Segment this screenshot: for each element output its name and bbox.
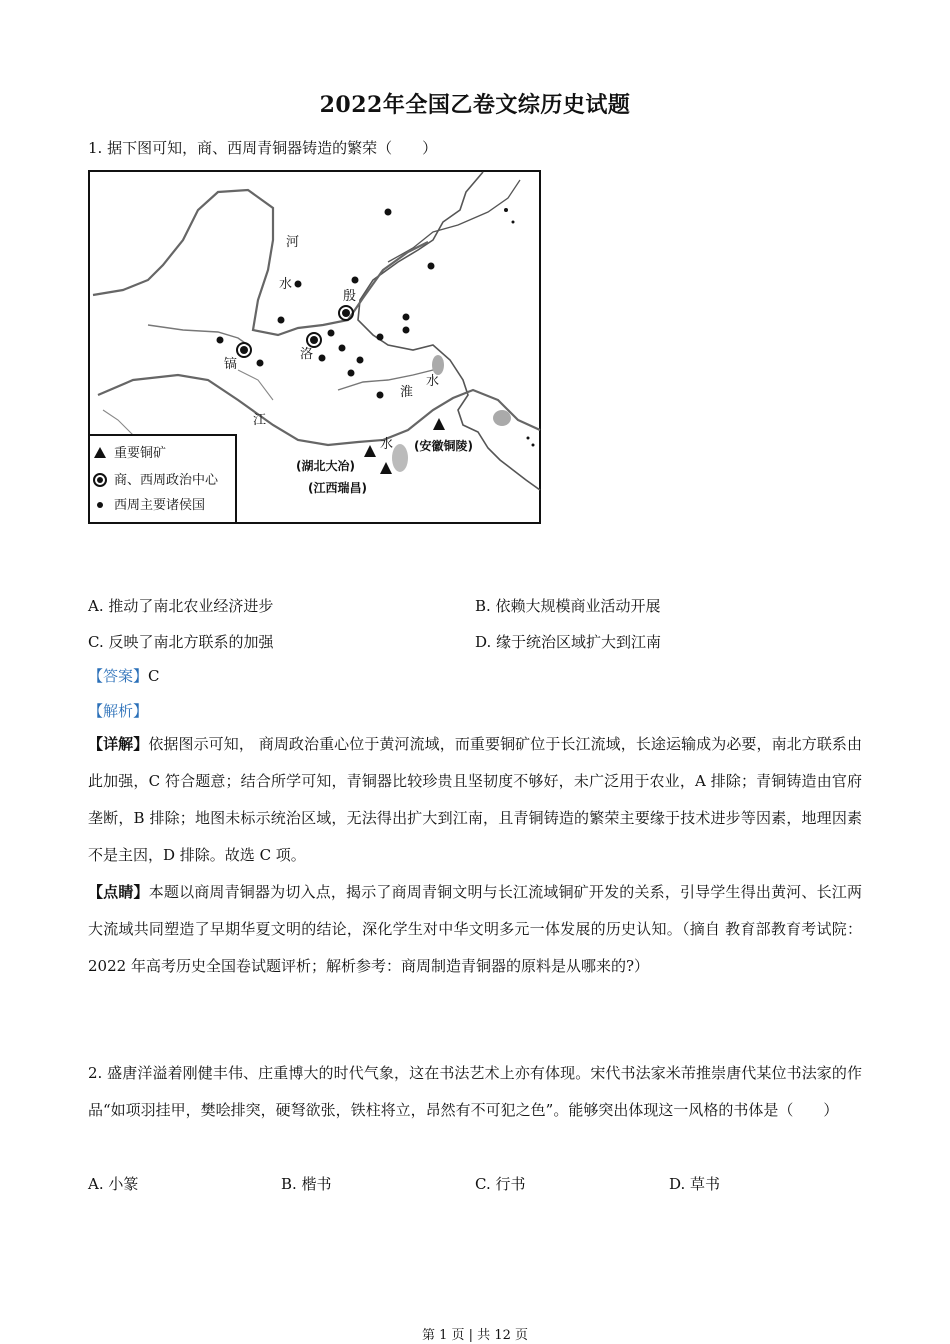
point-tag: 【点睛】	[88, 883, 149, 901]
detail-text: 依据图示可知， 商周政治重心位于黄河流域，而重要铜矿位于长江流域，长途运输成为必要，南北方联系由此加强，C 符合题意；结合所学可知，青铜器比较珍贵且坚韧度不够好，未广泛用于农业，A 排除；青铜铸造由官府垄断，B 排除；地图未标示统治区域，无法得出扩大到江南，且青铜铸造的繁荣主要缘于技术进步等因素，地理因素不是主因，D 排除。故选 C 项。	[88, 735, 862, 864]
map-legend	[89, 435, 236, 523]
page-footer: 第 1 页 | 共 12 页	[422, 1328, 528, 1343]
q1-detail	[88, 726, 862, 874]
detail-tag: 【详解】	[88, 735, 149, 753]
map-label-jiang: 江	[253, 413, 267, 428]
q1-option-d: D. 缘于统治区域扩大到江南	[475, 633, 662, 651]
q1-point	[88, 874, 862, 985]
map-label-shui-1: 水	[279, 277, 293, 292]
legend-copper-mine: 重要铜矿	[114, 446, 167, 461]
map-label-hubei-daye: (湖北大冶)	[296, 459, 355, 473]
q2-option-a: A. 小篆	[88, 1175, 139, 1193]
question-2-stem: 2. 盛唐洋溢着刚健丰伟、庄重博大的时代气象，这在书法艺术上亦有体现。宋代书法家米芾推崇唐代某位书法家的作品“如项羽挂甲，樊哙排突，硬弩欲张，铁柱将立，昂然有不可犯之色”。能够突出体现这一风格的书体是（ ）	[88, 1064, 862, 1119]
legend-political-center: 商、西周政治中心	[114, 473, 219, 488]
q1-option-a: A. 推动了南北农业经济进步	[88, 597, 274, 615]
q2-option-b: B. 楷书	[281, 1175, 332, 1193]
q1-analysis-tag: 【解析】	[88, 702, 149, 720]
q1-option-c: C. 反映了南北方联系的加强	[88, 633, 274, 651]
map-label-yin: 殷	[343, 289, 357, 304]
map-label-jiangxi-ruichang: (江西瑞昌)	[308, 481, 367, 495]
point-text: 本题以商周青铜器为切入点，揭示了商周青铜文明与长江流域铜矿开发的关系，引导学生得出黄河、长江两大流域共同塑造了早期华夏文明的结论，深化学生对中华文明多元一体发展的历史认知。（摘自 教育部教育考试院：2022 年高考历史全国卷试题评析；解析参考：商周制造青铜器的原料是从哪来的?）	[88, 883, 862, 975]
q1-answer	[88, 665, 160, 686]
answer-value: C	[148, 667, 160, 685]
legend-vassal-state: 西周主要诸侯国	[114, 498, 206, 513]
q2-option-c: C. 行书	[475, 1175, 526, 1193]
map-label-anhui-tongling: (安徽铜陵)	[414, 439, 473, 453]
legend-vassal-state-icon	[97, 502, 103, 508]
map-label-hao: 镐	[224, 357, 238, 372]
bronze-map	[88, 170, 542, 526]
question-1-stem: 1. 据下图可知，商、西周青铜器铸造的繁荣（ ）	[88, 139, 438, 157]
map-label-shui-3: 水	[380, 437, 394, 452]
q2-option-d: D. 草书	[669, 1175, 721, 1193]
map-label-huai: 淮	[400, 385, 414, 400]
q1-option-b: B. 依赖大规模商业活动开展	[475, 597, 661, 615]
page-title: 2022年全国乙卷文综历史试题	[319, 92, 631, 118]
map-label-shui-2: 水	[426, 374, 440, 389]
map-label-he: 河	[286, 235, 300, 250]
answer-tag: 【答案】	[88, 667, 149, 685]
map-label-luo: 洛	[300, 347, 314, 362]
